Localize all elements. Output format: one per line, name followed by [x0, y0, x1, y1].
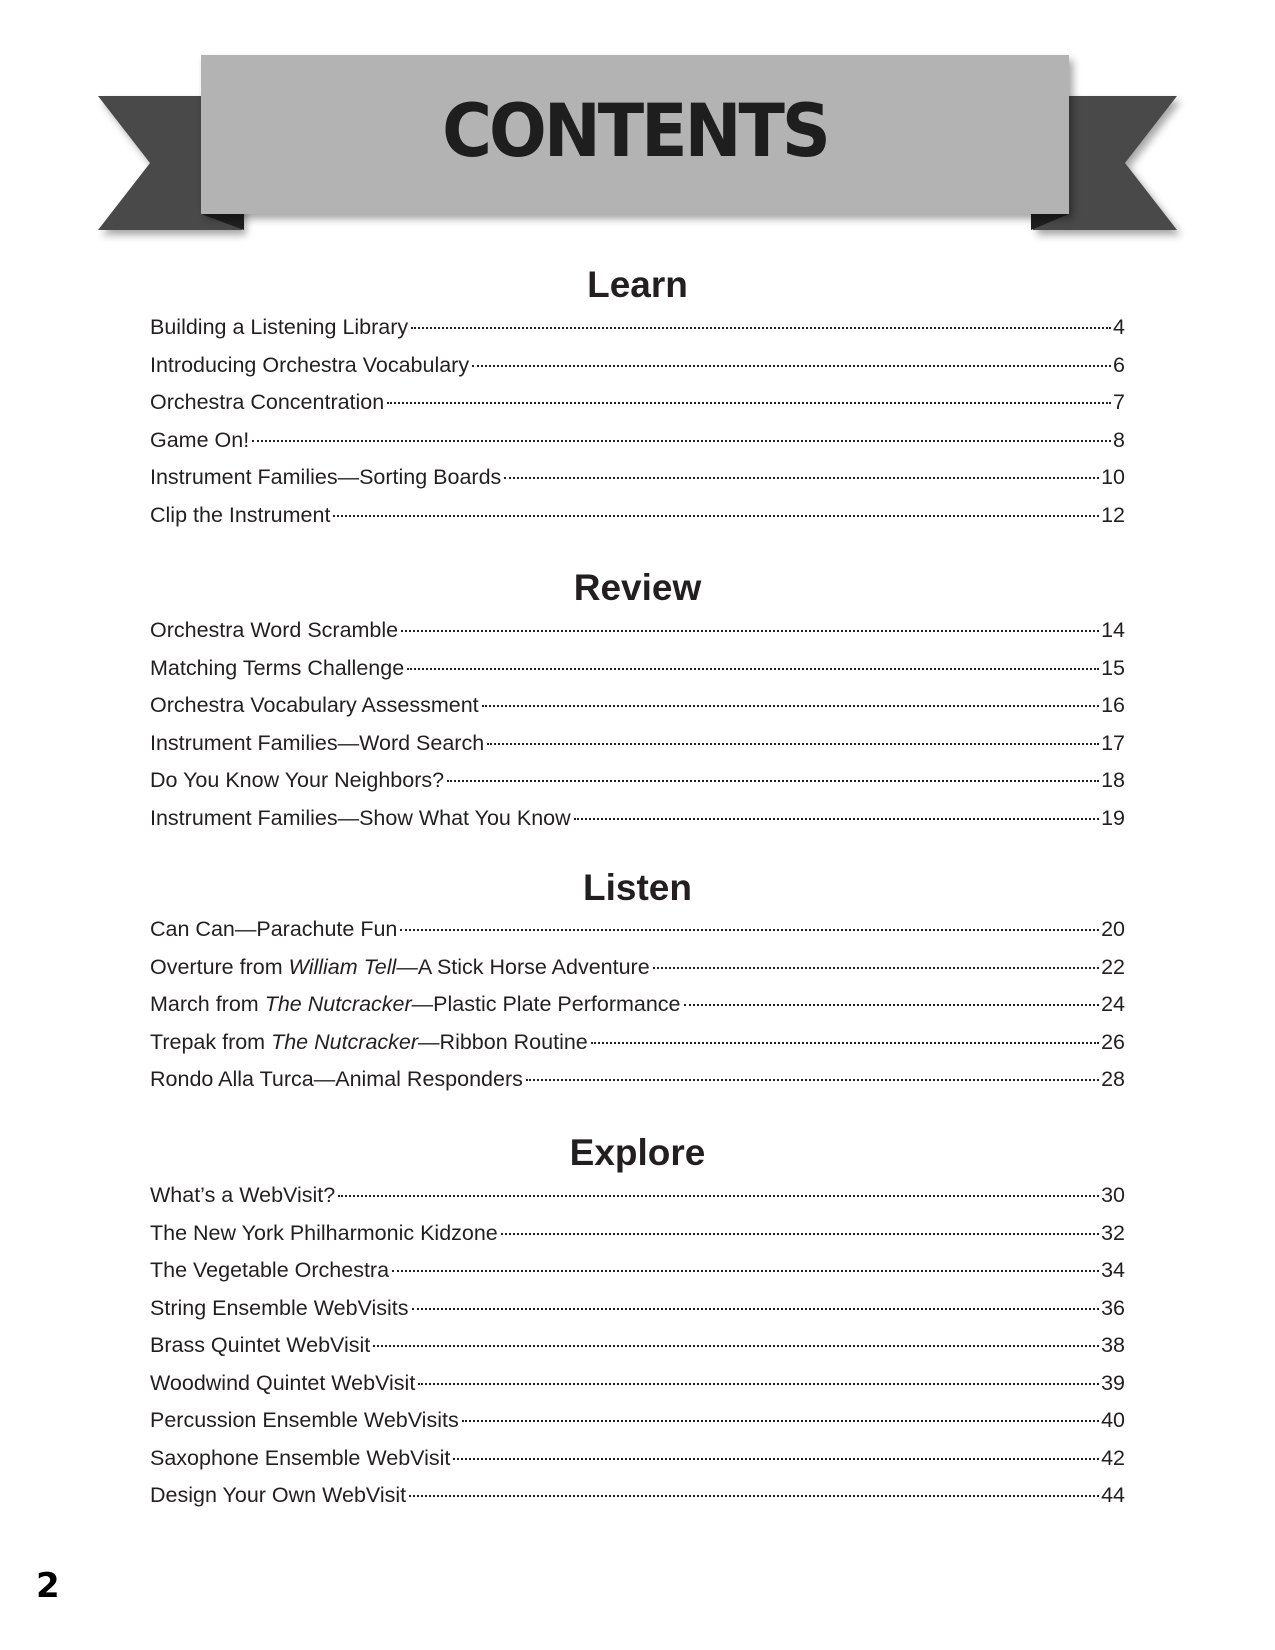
dot-leader — [574, 818, 1099, 820]
toc-entry-title — [150, 911, 397, 949]
dot-leader — [411, 327, 1111, 329]
toc-entry[interactable] — [150, 612, 1125, 650]
toc-entry-page-number: 15 — [1101, 655, 1125, 680]
toc-entry-title — [150, 347, 469, 385]
toc-entry-title-text: Orchestra Vocabulary Assessment — [150, 693, 479, 717]
toc-list-explore — [150, 1177, 1125, 1515]
toc-entry-title — [150, 1061, 523, 1099]
section-title-explore: Explore — [569, 1132, 706, 1173]
toc-entry[interactable] — [150, 687, 1125, 725]
toc-entry-title — [150, 1440, 450, 1478]
toc-entry-page-number: 24 — [1101, 992, 1125, 1016]
toc-entry-title-text: Matching Terms Challenge — [150, 655, 405, 680]
toc-list-listen — [150, 911, 1125, 1099]
toc-entry-title-text: Introducing Orchestra Vocabulary — [150, 352, 470, 377]
toc-entry-page-number: 10 — [1101, 465, 1125, 489]
toc-entry[interactable] — [150, 800, 1125, 838]
toc-entry-page-number: 28 — [1101, 1067, 1125, 1091]
toc-entry-title — [150, 1365, 415, 1403]
toc-entry-title — [150, 949, 650, 987]
toc-entry[interactable] — [150, 1215, 1125, 1253]
toc-entry[interactable] — [150, 949, 1125, 987]
toc-entry-title-italic: The Nutcracker — [264, 992, 412, 1016]
dot-leader — [387, 402, 1111, 404]
toc-list-review — [150, 612, 1125, 837]
dot-leader — [526, 1079, 1099, 1081]
toc-entry-title-text: Orchestra Concentration — [150, 390, 385, 414]
toc-entry-title-text: Instrument Families—Sorting Boards — [150, 465, 502, 489]
toc-entry[interactable] — [150, 762, 1125, 800]
toc-entry-title-text: Building a Listening Library — [150, 315, 409, 339]
dot-leader — [400, 929, 1099, 931]
toc-entry[interactable] — [150, 459, 1125, 497]
toc-entry-title — [150, 1290, 409, 1328]
toc-entry-title — [150, 762, 444, 800]
toc-entry-page-number: 17 — [1101, 730, 1125, 755]
toc-entry-page-number: 38 — [1101, 1333, 1125, 1357]
toc-entry[interactable] — [150, 725, 1125, 763]
toc-entry[interactable] — [150, 650, 1125, 688]
toc-entry-title-text: —Plastic Plate Performance — [411, 992, 681, 1016]
toc-entry-title — [150, 459, 501, 497]
toc-entry-page-number: 44 — [1101, 1483, 1125, 1507]
toc-entry-page-number: 16 — [1101, 693, 1125, 717]
toc-entry-title-text: —Ribbon Routine — [418, 1029, 588, 1054]
toc-entry-title — [150, 1177, 335, 1215]
dot-leader — [653, 967, 1099, 969]
toc-entry-page-number: 26 — [1101, 1029, 1125, 1054]
toc-entry-page-number: 20 — [1101, 917, 1125, 941]
toc-entry-title-text: Can Can—Parachute Fun — [150, 917, 398, 941]
dot-leader — [453, 1458, 1099, 1460]
toc-entry-title-text: Do You Know Your Neighbors? — [150, 768, 445, 792]
toc-entry-title — [150, 800, 571, 838]
toc-entry[interactable] — [150, 986, 1125, 1024]
toc-entry[interactable] — [150, 347, 1125, 385]
toc-entry-title — [150, 1477, 406, 1515]
toc-entry-title-text: Instrument Families—Show What You Know — [150, 805, 571, 830]
toc-entry-page-number: 42 — [1101, 1445, 1125, 1470]
toc-entry-title-text: —A Stick Horse Adventure — [396, 954, 650, 979]
toc-entry-title — [150, 725, 484, 763]
toc-entry-title — [150, 1215, 498, 1253]
toc-entry-page-number: 32 — [1101, 1220, 1125, 1245]
toc-entry-page-number: 18 — [1101, 768, 1125, 792]
dot-leader — [373, 1345, 1099, 1347]
toc-entry[interactable] — [150, 1440, 1125, 1478]
toc-entry[interactable] — [150, 911, 1125, 949]
dot-leader — [591, 1042, 1099, 1044]
toc-entry-title — [150, 650, 404, 688]
toc-entry-title — [150, 986, 681, 1024]
toc-entry-title — [150, 422, 249, 460]
dot-leader — [472, 365, 1111, 367]
toc-entry[interactable] — [150, 1477, 1125, 1515]
dot-leader — [338, 1195, 1099, 1197]
dot-leader — [501, 1233, 1099, 1235]
dot-leader — [447, 780, 1099, 782]
dot-leader — [418, 1383, 1099, 1385]
dot-leader — [409, 1495, 1099, 1497]
dot-leader — [482, 705, 1099, 707]
toc-entry-title-text: Game On! — [150, 427, 250, 452]
toc-entry[interactable] — [150, 1252, 1125, 1290]
toc-entry-page-number: 22 — [1101, 954, 1125, 979]
toc-entry-title — [150, 1024, 588, 1062]
toc-entry-page-number: 30 — [1101, 1183, 1125, 1207]
toc-entry-page-number: 36 — [1101, 1295, 1125, 1320]
toc-entry[interactable] — [150, 497, 1125, 535]
toc-entry[interactable] — [150, 1365, 1125, 1403]
toc-entry-title-text: Clip the Instrument — [150, 502, 331, 527]
toc-entry-title-text: The Vegetable Orchestra — [150, 1258, 390, 1282]
contents-banner — [0, 0, 1275, 260]
toc-entry-title-text: Percussion Ensemble WebVisits — [150, 1408, 459, 1432]
toc-entry-page-number: 4 — [1113, 315, 1125, 339]
toc-entry-title-text: The New York Philharmonic Kidzone — [150, 1220, 498, 1245]
toc-entry[interactable] — [150, 309, 1125, 347]
section-title-review: Review — [573, 567, 702, 608]
toc-entry[interactable] — [150, 1402, 1125, 1440]
dot-leader — [504, 477, 1099, 479]
toc-entry-title-text: Rondo Alla Turca—Animal Responders — [150, 1067, 523, 1091]
toc-entry[interactable] — [150, 1290, 1125, 1328]
toc-entry-page-number: 8 — [1113, 427, 1125, 452]
toc-entry-page-number: 34 — [1101, 1258, 1125, 1282]
toc-entry-title-text: Saxophone Ensemble WebVisit — [150, 1445, 451, 1470]
toc-entry-title-italic: William Tell — [288, 954, 397, 979]
toc-entry-title — [150, 1327, 370, 1365]
toc-entry-title — [150, 497, 330, 535]
toc-entry-title-italic: The Nutcracker — [271, 1029, 419, 1054]
dot-leader — [462, 1420, 1099, 1422]
toc-entry-page-number: 12 — [1101, 502, 1125, 527]
toc-entry-title-text: Trepak from — [150, 1029, 272, 1054]
section-title-listen: Listen — [583, 867, 692, 908]
toc-entry[interactable] — [150, 384, 1125, 422]
toc-entry-title-text: Brass Quintet WebVisit — [150, 1333, 371, 1357]
toc-entry[interactable] — [150, 1177, 1125, 1215]
dot-leader — [401, 630, 1099, 632]
toc-entry-title — [150, 1252, 389, 1290]
toc-entry-title-text: What’s a WebVisit? — [150, 1183, 336, 1207]
toc-entry-title-text: March from — [150, 992, 265, 1016]
toc-entry-page-number: 39 — [1101, 1370, 1125, 1395]
toc-entry-title — [150, 687, 479, 725]
toc-entry[interactable] — [150, 1061, 1125, 1099]
dot-leader — [412, 1308, 1100, 1310]
dot-leader — [684, 1004, 1100, 1006]
toc-entry-page-number: 19 — [1101, 805, 1125, 830]
section-title-learn: Learn — [587, 264, 688, 305]
dot-leader — [487, 743, 1099, 745]
toc-entry-title — [150, 1402, 459, 1440]
toc-entry-title — [150, 309, 408, 347]
toc-entry-title-text: Woodwind Quintet WebVisit — [150, 1370, 416, 1395]
dot-leader — [407, 668, 1099, 670]
toc-entry-page-number: 40 — [1101, 1408, 1125, 1432]
toc-entry-title-text: String Ensemble WebVisits — [150, 1295, 409, 1320]
page-title: CONTENTS — [442, 88, 828, 175]
toc-entry-title-text: Design Your Own WebVisit — [150, 1483, 407, 1507]
toc-list-learn — [150, 309, 1125, 534]
toc-entry[interactable] — [150, 1024, 1125, 1062]
toc-entry-page-number: 14 — [1101, 618, 1125, 642]
toc-entry-page-number: 7 — [1113, 390, 1125, 414]
toc-entry-title-text: Instrument Families—Word Search — [150, 730, 485, 755]
toc-entry-title — [150, 612, 398, 650]
page-number: 2 — [36, 1566, 60, 1606]
toc-entry[interactable] — [150, 1327, 1125, 1365]
dot-leader — [392, 1270, 1099, 1272]
toc-entry-title-text: Orchestra Word Scramble — [150, 618, 399, 642]
toc-entry-page-number: 6 — [1113, 352, 1125, 377]
toc-entry[interactable] — [150, 422, 1125, 460]
toc-entry-title — [150, 384, 384, 422]
dot-leader — [252, 440, 1111, 442]
dot-leader — [333, 515, 1099, 517]
toc-entry-title-text: Overture from — [150, 954, 289, 979]
